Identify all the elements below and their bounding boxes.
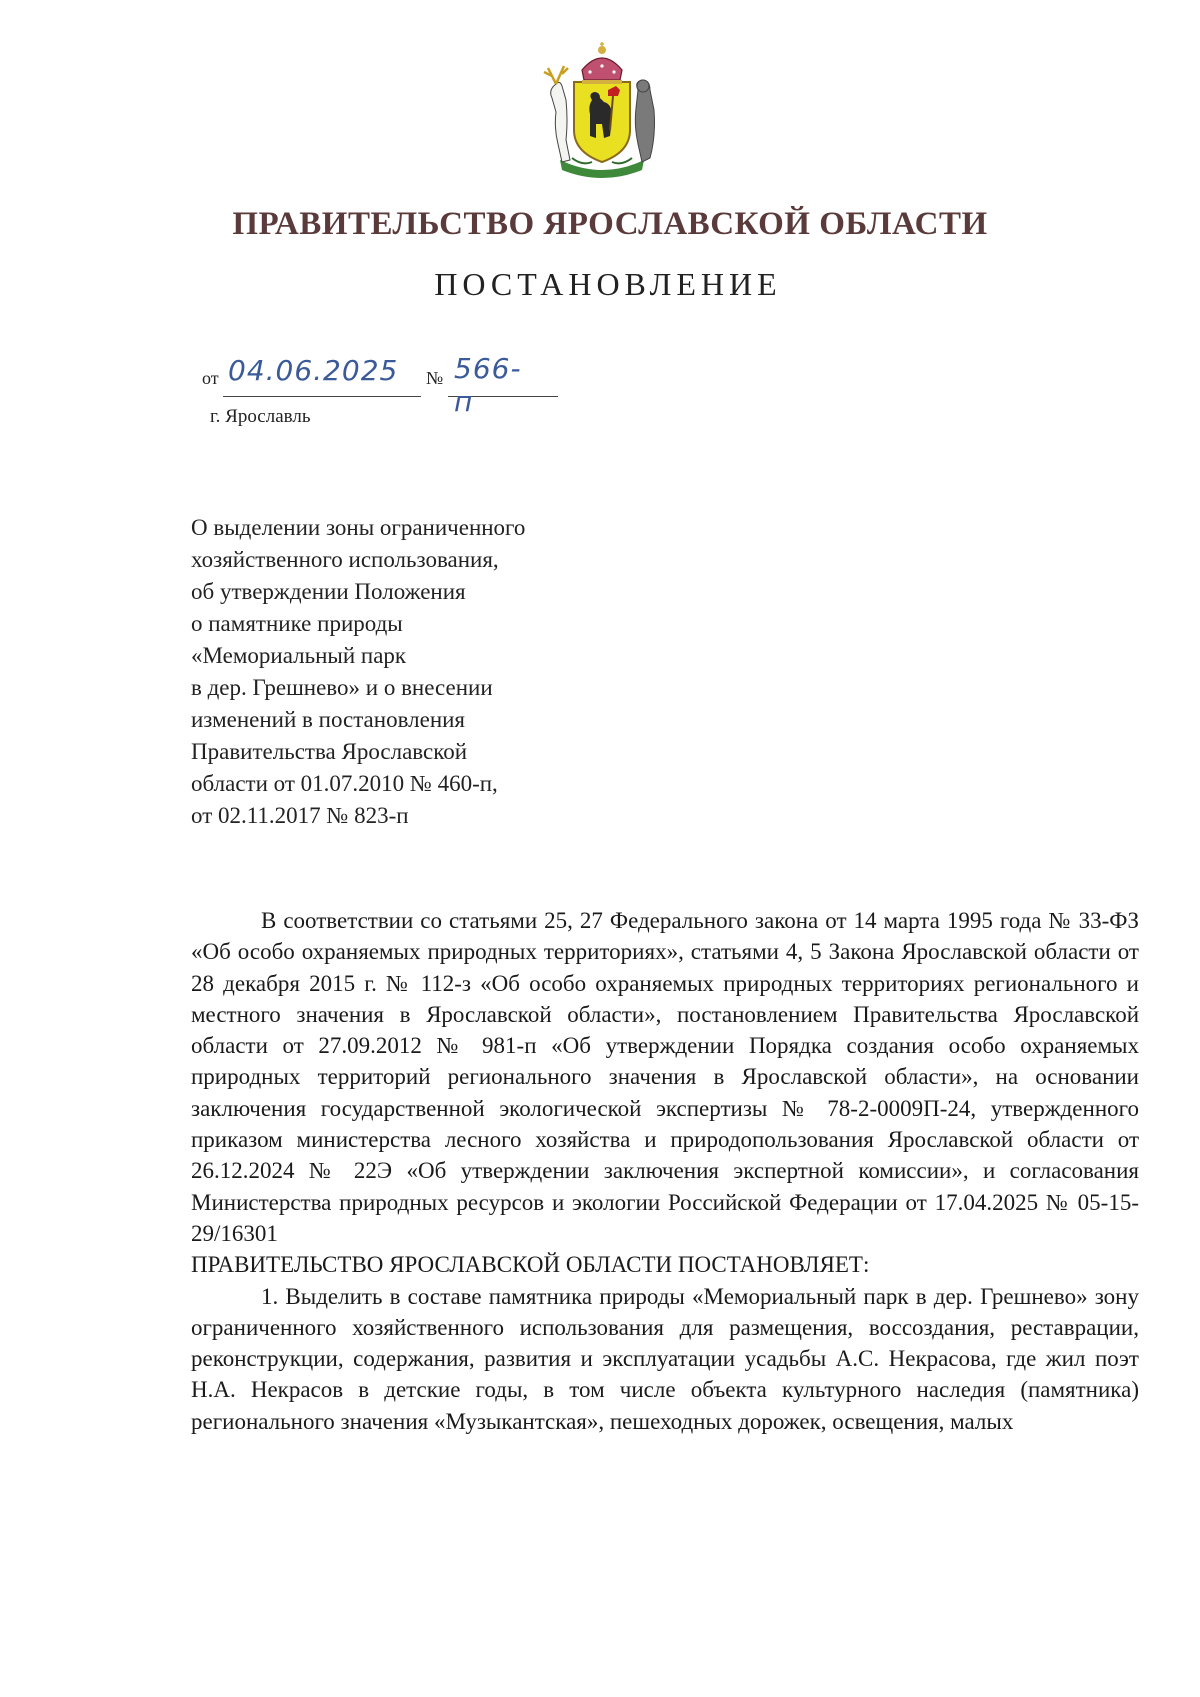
subject-line: в дер. Грешнево» и о внесении xyxy=(191,675,493,700)
number-label: № xyxy=(426,368,444,388)
subject-line: О выделении зоны ограниченного xyxy=(191,515,526,540)
subject-line: области от 01.07.2010 № 460-п, xyxy=(191,771,498,796)
date-from-label: от xyxy=(202,368,219,388)
resolves-line: ПРАВИТЕЛЬСТВО ЯРОСЛАВСКОЙ ОБЛАСТИ ПОСТАНОВЛЯЕТ: xyxy=(191,1252,870,1278)
handwritten-number: 566-п xyxy=(454,352,522,418)
handwritten-date: 04.06.2025 xyxy=(228,354,399,387)
city-label: г. Ярославль xyxy=(210,406,311,427)
date-underline xyxy=(223,396,421,397)
document-subject xyxy=(191,512,611,832)
document-type-title: ПОСТАНОВЛЕНИЕ xyxy=(434,266,782,302)
subject-line: «Мемориальный парк xyxy=(191,643,407,668)
item-1-paragraph: 1. Выделить в составе памятника природы «Мемориальный парк в дер. Грешнево» зону ограниченного хозяйственного использования для размещения, воссоздания, реставрации, реконструкции, содержания, развития и эксплуатации усадьбы А.С. Некрасова, где жил поэт Н.А. Некрасов в детские годы, в том числе объекта культурного наследия (памятника) регионального значения «Музыкантская», пешеходных дорожек, освещения, малых xyxy=(191,1283,1139,1434)
yaroslavl-coat-of-arms-icon xyxy=(538,40,666,180)
subject-line: о памятнике природы xyxy=(191,611,403,636)
document-body xyxy=(191,905,1139,1437)
subject-line: изменений в постановления xyxy=(191,707,466,732)
subject-line: хозяйственного использования, xyxy=(191,547,499,572)
subject-line: об утверждении Положения xyxy=(191,579,466,604)
government-title: ПРАВИТЕЛЬСТВО ЯРОСЛАВСКОЙ ОБЛАСТИ xyxy=(232,206,988,242)
preamble-paragraph: В соответствии со статьями 25, 27 Федерального закона от 14 марта 1995 года № 33-ФЗ «Об особо охраняемых природных территориях», статьями 4, 5 Закона Ярославской области от 28 декабря 2015 г. № 112-з «Об особо охраняемых природных территориях регионального и местного значения в Ярославской области», постановлением Правительства Ярославской области от 27.09.2012 № 981-п «Об утверждении Порядка создания особо охраняемых природных территорий регионального значения в Ярославской области», на основании заключения государственной экологической экспертизы № 78-2-0009П-24, утвержденного приказом министерства лесного хозяйства и природопользования Ярославской области от 26.12.2024 № 22Э «Об утверждении заключения экспертной комиссии», и согласования Министерства природных ресурсов и экологии Российской Федерации от 17.04.2025 № 05-15-29/16301 xyxy=(191,908,1139,1246)
subject-line: от 02.11.2017 № 823-п xyxy=(191,803,409,828)
subject-line: Правительства Ярославской xyxy=(191,739,468,764)
